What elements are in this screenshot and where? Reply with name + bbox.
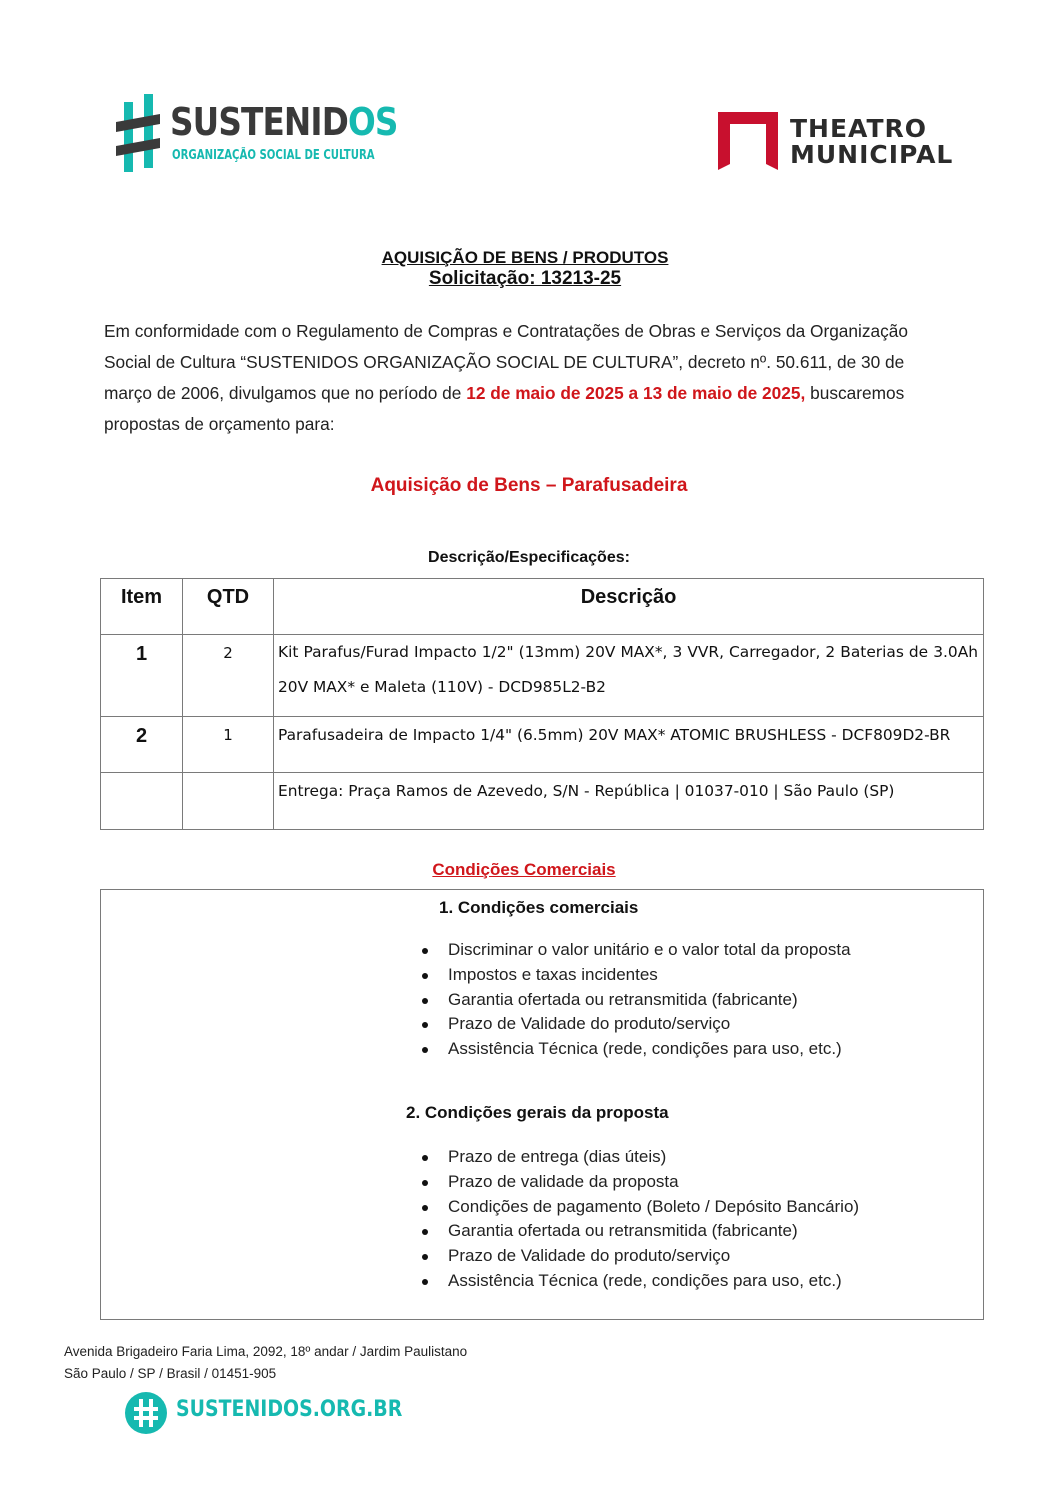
sustenidos-wordmark: SUSTENIDOS — [170, 100, 398, 144]
list-item: Assistência Técnica (rede, condições para uso, etc.) — [419, 1037, 851, 1062]
table-row — [101, 773, 984, 830]
item-number: 1 — [101, 635, 183, 717]
item-qtd: 2 — [183, 635, 274, 717]
list-item: Discriminar o valor unitário e o valor total da proposta — [419, 938, 851, 963]
bullet-icon — [422, 973, 428, 979]
item-number: 2 — [101, 717, 183, 773]
theatro-municipal-logo — [716, 108, 956, 174]
bullet-icon — [422, 1047, 428, 1053]
item-description: Parafusadeira de Impacto 1/4" (6.5mm) 20V MAX* ATOMIC BRUSHLESS - DCF809D2-BR — [274, 717, 984, 773]
items-table — [100, 578, 984, 830]
column-header-qtd: QTD — [183, 579, 274, 635]
intro-text-end: buscaremos propostas de orçamento para: — [104, 383, 905, 434]
intro-paragraph — [104, 316, 946, 440]
delivery-address: Entrega: Praça Ramos de Azevedo, S/N - República | 01037-010 | São Paulo (SP) — [274, 773, 984, 830]
bullet-icon — [422, 1254, 428, 1260]
column-header-descricao: Descrição — [274, 579, 984, 635]
bullet-icon — [422, 1180, 428, 1186]
conditions-section1-list — [419, 938, 851, 1062]
conditions-title: Condições Comerciais — [432, 860, 616, 879]
bullet-icon — [422, 1155, 428, 1161]
bullet-icon — [422, 948, 428, 954]
request-number: Solicitação: 13213-25 — [428, 268, 622, 289]
sustenidos-tagline: ORGANIZAÇÃO SOCIAL DE CULTURA — [172, 148, 375, 163]
hashtag-icon — [116, 94, 172, 174]
item-number — [101, 773, 183, 830]
table-header-row — [101, 579, 984, 635]
footer-address-line2: São Paulo / SP / Brasil / 01451-905 — [64, 1366, 277, 1381]
bullet-icon — [422, 1229, 428, 1235]
bullet-icon — [422, 1022, 428, 1028]
conditions-section2-heading: 2. Condições gerais da proposta — [406, 1103, 669, 1122]
spec-heading: Descrição/Especificações: — [428, 549, 630, 566]
item-qtd: 1 — [183, 717, 274, 773]
column-header-item: Item — [101, 579, 183, 635]
list-item: Garantia ofertada ou retransmitida (fabricante) — [419, 988, 851, 1013]
conditions-section2-list — [419, 1145, 859, 1294]
bullet-icon — [422, 1279, 428, 1285]
bullet-icon — [422, 998, 428, 1004]
document-title: AQUISIÇÃO DE BENS / PRODUTOS — [381, 248, 669, 267]
footer-website-logo[interactable] — [124, 1389, 403, 1439]
conditions-section1-heading: 1. Condições comerciais — [439, 898, 639, 917]
conditions-box — [100, 889, 984, 1320]
list-item: Prazo de entrega (dias úteis) — [419, 1145, 859, 1170]
sustenidos-logo — [116, 92, 398, 176]
intro-text: Em conformidade com o Regulamento de Compras e Contratações de Obras e Serviços da Organização Social de Cultura “SUSTENIDOS ORGANIZAÇÃO SOCIAL DE CULTURA”, decreto nº. 50.611, de 30 de março de 2006, divulgamos que no período de — [104, 321, 908, 403]
intro-period: 12 de maio de 2025 a 13 de maio de 2025, — [466, 383, 806, 403]
list-item: Prazo de Validade do produto/serviço — [419, 1244, 859, 1269]
list-item: Prazo de validade da proposta — [419, 1170, 859, 1195]
footer-address-line1: Avenida Brigadeiro Faria Lima, 2092, 18º andar / Jardim Paulistano — [64, 1344, 468, 1359]
list-item: Prazo de Validade do produto/serviço — [419, 1012, 851, 1037]
theatro-wordmark-line2: MUNICIPAL — [790, 140, 954, 169]
theatro-mark-icon — [716, 108, 780, 172]
item-description: Kit Parafus/Furad Impacto 1/2" (13mm) 20V MAX*, 3 VVR, Carregador, 2 Baterias de 3.0Ah 20V MAX* e Maleta (110V) - DCD985L2-B2 — [274, 635, 984, 717]
subject-heading: Aquisição de Bens – Parafusadeira — [370, 475, 688, 496]
table-row — [101, 717, 984, 773]
item-qtd — [183, 773, 274, 830]
website-link[interactable]: SUSTENIDOS.ORG.BR — [176, 1397, 403, 1422]
list-item: Garantia ofertada ou retransmitida (fabricante) — [419, 1219, 859, 1244]
list-item: Condições de pagamento (Boleto / Depósito Bancário) — [419, 1195, 859, 1220]
theatro-wordmark-line1: THEATRO — [790, 114, 928, 143]
table-row — [101, 635, 984, 717]
list-item: Assistência Técnica (rede, condições para uso, etc.) — [419, 1269, 859, 1294]
hashtag-circle-icon — [124, 1391, 168, 1435]
list-item: Impostos e taxas incidentes — [419, 963, 851, 988]
bullet-icon — [422, 1205, 428, 1211]
